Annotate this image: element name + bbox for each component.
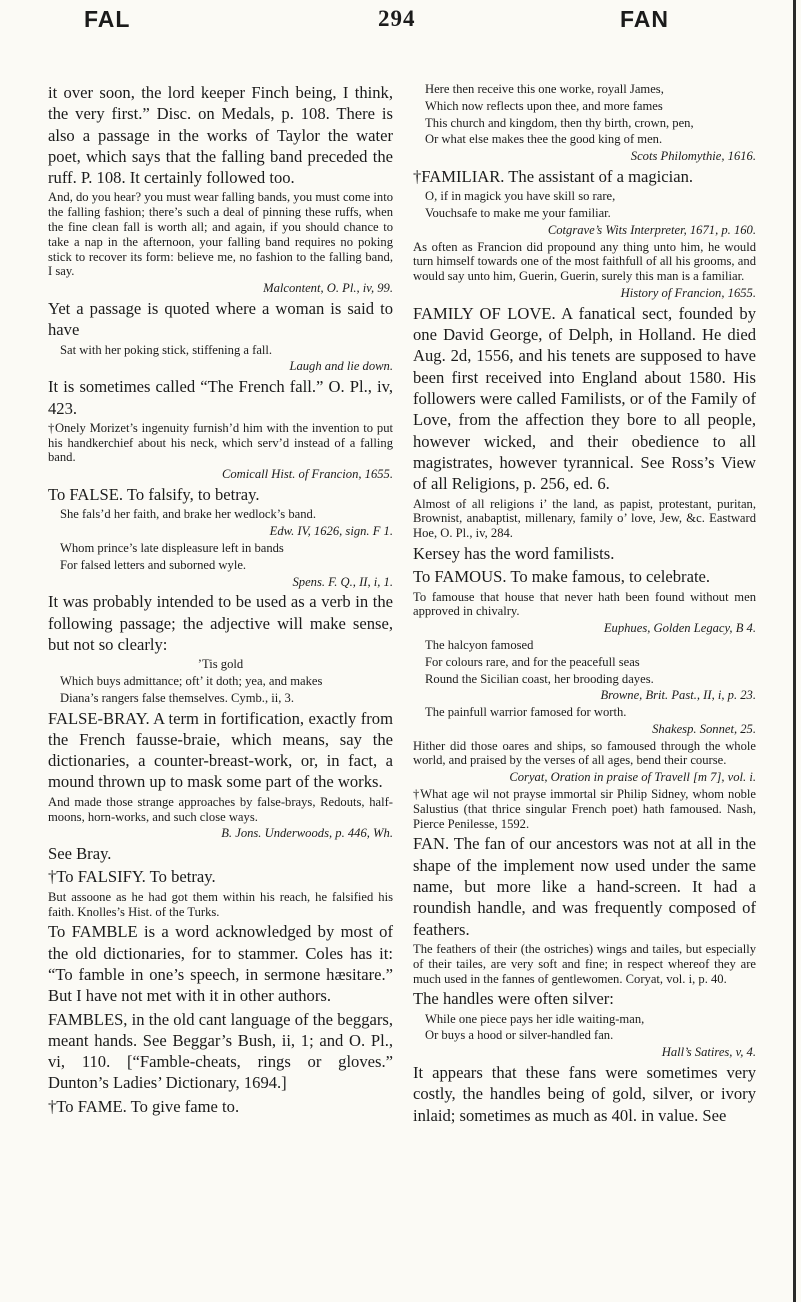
verse-line: Which buys admittance; oft’ it doth; yea, and makes: [60, 674, 323, 688]
body-paragraph: Kersey has the word familists.: [413, 543, 615, 563]
verse-line: This church and kingdom, then thy birth, crown, pen,: [425, 115, 694, 130]
quotation: The feathers of their (the ostriches) wings and tailes, but especially of their tailes, are very soft and fine; in respect whereof they are much used in the fannes of gentlewomen. Coryat, vol. i, p. 40.: [413, 941, 756, 986]
verse-line: Or buys a hood or silver-handled fan.: [425, 1028, 614, 1043]
quotation: And, do you hear? you must wear falling bands, you must come into the falling fashion; there’s such a deal of pinning these ruffs, when the fine clean fall is worth all; and again, if you should chance to take a nap in the afternoon, your falling band requires no poking stick to recover its form: believe me, no fashion to the falling band, I say.: [48, 190, 393, 279]
citation: Shakesp. Sonnet, 25.: [652, 721, 756, 736]
verse-line: Sat with her poking stick, stiffening a fall.: [60, 342, 273, 357]
verse-line: Or what else makes thee the good king of men.: [425, 132, 663, 147]
quotation: But assoone as he had got them within his reach, he falsified his faith. Knolles’s Hist. of the Turks.: [48, 889, 393, 919]
verse-line: Whom prince’s late displeasure left in bands: [60, 540, 284, 555]
running-head-left: FAL: [84, 6, 131, 32]
page-edge-rule: [793, 0, 796, 1302]
citation: Comicall Hist. of Francion, 1655.: [221, 467, 393, 482]
body-paragraph: FAN. The fan of our ancestors was not at all in the shape of the implement now used under the same name, but more like a hand-screen. It had a roundish handle, and was frequently composed of feathers.: [413, 834, 756, 939]
body-paragraph: †To FALSIFY. To betray.: [48, 867, 216, 887]
body-paragraph: Yet a passage is quoted where a woman is said to have: [48, 299, 393, 340]
verse-line: Diana’s rangers false themselves. Cymb., ii, 3.: [60, 690, 294, 705]
body-paragraph: FALSE-BRAY. A term in fortification, exactly from the French fausse-braie, which means, say the dictionaries, a counter-breast-work, or, in fact, a mound thrown up to mask some part of the works.: [48, 708, 393, 792]
body-paragraph: †To FAME. To give fame to.: [48, 1096, 240, 1116]
body-paragraph: FAMBLES, in the old cant language of the beggars, meant hands. See Beggar’s Bush, ii, 1; and O. Pl., vi, 110. [“Famble-cheats, rings or gloves.” Dunton’s Ladies’ Dictionary, 1694.]: [48, 1009, 393, 1093]
body-paragraph: It is sometimes called “The French fall.” O. Pl., iv, 423.: [48, 377, 393, 418]
right-column: [413, 82, 756, 1128]
verse-line: For falsed letters and suborned wyle.: [60, 557, 247, 572]
running-head-right: FAN: [620, 6, 669, 32]
verse-line: Round the Sicilian coast, her brooding dayes.: [425, 671, 654, 686]
citation: Scots Philomythie, 1616.: [630, 149, 756, 164]
verse-line: Here then receive this one worke, royall James,: [425, 82, 664, 96]
citation: Edw. IV, 1626, sign. F 1.: [269, 524, 393, 539]
verse-line: Which now reflects upon thee, and more fames: [425, 98, 663, 113]
verse-line: While one piece pays her idle waiting-man,: [425, 1011, 645, 1026]
citation: Browne, Brit. Past., II, i, p. 23.: [600, 688, 756, 703]
quotation: †Onely Morizet’s ingenuity furnish’d him with the invention to put his handkerchief about his neck, which serv’d instead of a falling band.: [48, 420, 393, 465]
body-paragraph: See Bray.: [48, 844, 112, 864]
quotation: As often as Francion did propound any thing unto him, he would turn himself towards one of the most faithfull of all his grooms, and would say unto him, Guerin, Guerin, surely this man is a familiar.: [413, 239, 756, 284]
body-paragraph: It appears that these fans were sometimes very costly, the handles being of gold, silver, or ivory inlaid; sometimes as much as 40l. in value. See: [413, 1063, 756, 1125]
citation: Cotgrave’s Wits Interpreter, 1671, p. 160.: [547, 222, 756, 237]
page-number: 294: [378, 6, 416, 31]
quotation: Almost of all religions i’ the land, as papist, protestant, puritan, Brownist, anabaptist, millenary, family o’ love, Jew, &c. Eastward Hoe, O. Pl., iv, 284.: [413, 496, 756, 541]
citation: Coryat, Oration in praise of Travell [m 7], vol. i.: [509, 770, 756, 785]
body-paragraph: FAMILY OF LOVE. A fanatical sect, founded by one David George, of Delph, in Holland. He died Aug. 2d, 1556, and his tenets are supposed to have been first received into England about 1580. His followers were called Familists, or of the Family of Love, from the affection they bore to all people, however wicked, and their obedience to all magistrates, however tyrannical. See Ross’s View of all Religions, p. 256, ed. 6.: [413, 303, 756, 494]
quotation: To famouse that house that never hath been found without men approved in chivalry.: [413, 589, 756, 619]
quotation: Hither did those oares and ships, so famoused through the whole world, and praised by the verses of all ages, bend their course.: [413, 738, 756, 768]
verse-line: O, if in magick you have skill so rare,: [425, 189, 616, 204]
verse-line: Vouchsafe to make me your familiar.: [425, 206, 611, 221]
citation: Hall’s Satires, v, 4.: [661, 1045, 756, 1060]
verse-line: The halcyon famosed: [425, 637, 534, 652]
verse-line: The painfull warrior famosed for worth.: [425, 705, 627, 720]
body-paragraph: The handles were often silver:: [413, 989, 614, 1009]
citation: Spens. F. Q., II, i, 1.: [292, 574, 393, 589]
citation: Euphues, Golden Legacy, B 4.: [603, 621, 756, 636]
citation: Malcontent, O. Pl., iv, 99.: [263, 281, 393, 296]
body-paragraph: To FAMBLE is a word acknowledged by most of the old dictionaries, for to stammer. Coles has it: “To famble in one’s speech, in sermone hæsitare.” But I have not met with it in other authors.: [48, 922, 393, 1006]
body-paragraph: To FALSE. To falsify, to betray.: [48, 485, 260, 505]
citation: B. Jons. Underwoods, p. 446, Wh.: [221, 826, 393, 841]
citation: Laugh and lie down.: [289, 359, 393, 374]
citation: History of Francion, 1655.: [620, 286, 756, 301]
body-paragraph: To FAMOUS. To make famous, to celebrate.: [413, 567, 711, 587]
left-column: [48, 82, 393, 1119]
body-paragraph: †FAMILIAR. The assistant of a magician.: [413, 166, 694, 186]
verse-line: For colours rare, and for the peacefull seas: [425, 654, 640, 669]
verse-line: She fals’d her faith, and brake her wedlock’s band.: [60, 507, 316, 522]
body-paragraph: it over soon, the lord keeper Finch being, I think, the very first.” Disc. on Medals, p. 108. There is also a passage in the works of Taylor the water poet, which says that the falling band preceded the ruff. P. 108. It certainly followed too.: [48, 83, 393, 188]
body-paragraph: It was probably intended to be used as a verb in the following passage; the adjective will make sense, but not so clearly:: [48, 592, 393, 654]
quotation: †What age wil not prayse immortal sir Philip Sidney, whom noble Salustius (that thrice singular French poet) hath famoused. Nash, Pierce Penilesse, 1592.: [413, 787, 756, 831]
verse-line: ’Tis gold: [197, 657, 244, 672]
quotation: And made those strange approaches by false-brays, Redouts, half-moons, horn-works, and such close ways.: [48, 794, 393, 824]
